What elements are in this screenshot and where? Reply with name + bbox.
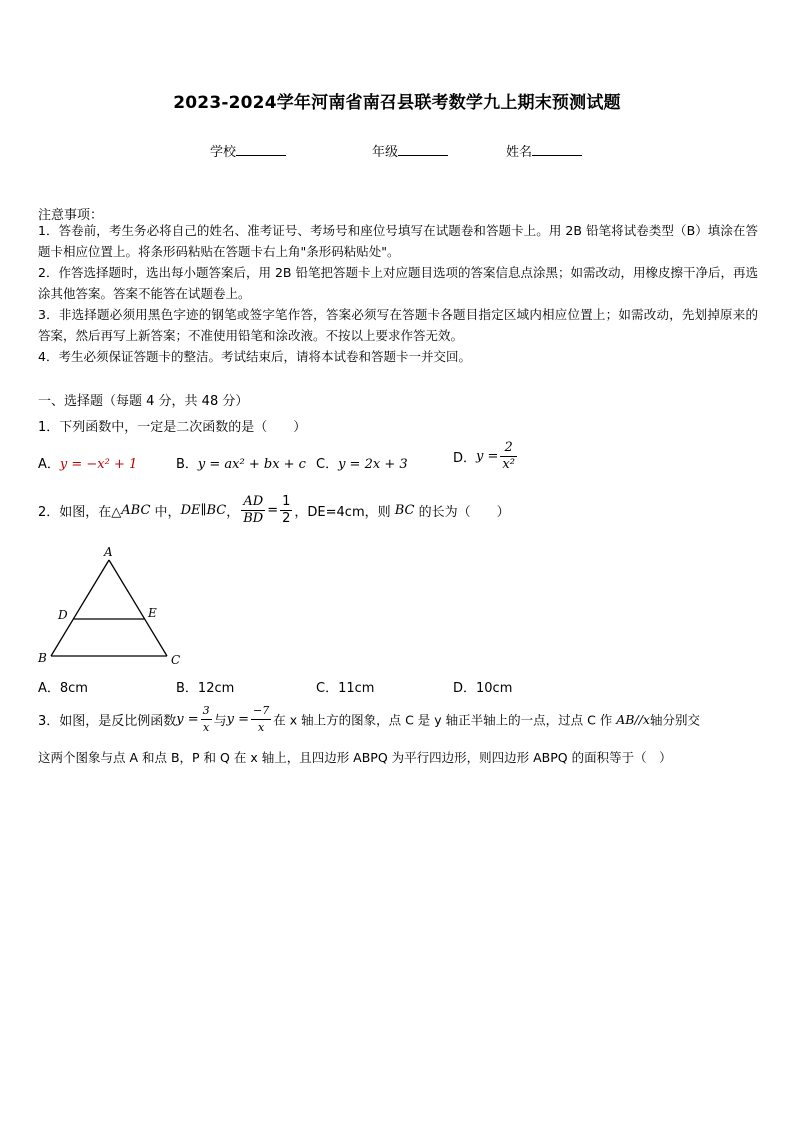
exam-title: 2023-2024学年河南省南召县联考数学九上期末预测试题 [173, 93, 621, 113]
q3-rest1b: 轴分别交 [649, 712, 700, 728]
q2-triangle-figure [34, 542, 194, 670]
q2-comma: ， [226, 505, 240, 520]
name-label: 姓名 [506, 145, 533, 160]
q2-ratio-fraction [241, 494, 265, 527]
vertex-e-label: E [148, 606, 157, 620]
vertex-b-label: B [38, 651, 47, 665]
q1-option-c-label: C． [316, 457, 339, 472]
q2-option-b[interactable]: B．12cm [176, 681, 235, 696]
q3-ab: AB//x [616, 712, 650, 727]
q3-rest1: 在 x 轴上方的图象，点 C 是 y 轴正半轴上的一点，过点 C 作 [273, 712, 617, 728]
q3-f1-den: x [203, 721, 210, 734]
q1-stem: 1．下列函数中，一定是二次函数的是（ ） [38, 420, 307, 435]
q1-option-a-expr: y = −x² + 1 [59, 457, 138, 472]
side-ac [109, 560, 167, 656]
q3-fraction-1 [201, 703, 212, 736]
q1-option-a[interactable] [38, 453, 137, 472]
school-blank [236, 143, 286, 156]
grade-field [372, 141, 448, 160]
q1-option-c-expr: y = 2x + 3 [338, 457, 408, 472]
q2-triangle-name: ABC [121, 503, 151, 518]
q3-y2: y = [226, 712, 250, 727]
q3-fraction-2 [251, 703, 271, 736]
name-field [506, 141, 582, 160]
q1-option-d-den: x² [502, 457, 515, 472]
q1-option-b[interactable] [176, 453, 306, 472]
q3-stem-line1 [38, 703, 758, 736]
note-item-4: 4．考生必须保证答题卡的整洁。考试结束后，请将本试卷和答题卡一并交回。 [38, 349, 471, 364]
note-item-1: 1．答卷前，考生务必将自己的姓名、准考证号、考场号和座位号填写在试题卷和答题卡上。用 2B 铅笔将试卷类型（B）填涂在答题卡相应位置上。将条形码粘贴在答题卡右上角"条形码粘贴处"。 [38, 223, 758, 259]
q1-option-b-label: B． [176, 457, 198, 472]
q2-bc: BC [394, 503, 415, 518]
q1-option-d-lhs: y = [476, 449, 499, 464]
q2-stem-mid: 中， [150, 505, 181, 520]
q2-stem [38, 494, 510, 527]
school-label: 学校 [210, 145, 237, 160]
q1-option-a-label: A． [38, 457, 60, 472]
q3-y1: y = [176, 712, 199, 727]
q3-f1-num: 3 [201, 703, 212, 720]
section-heading: 一、选择题（每题 4 分，共 48 分） [38, 394, 249, 409]
q2-ratio-num: AD [241, 494, 265, 511]
q3-f2-den: x [258, 721, 265, 734]
q2-option-a[interactable]: A．8cm [38, 681, 88, 696]
q2-stem-tail: 的长为（ ） [414, 505, 510, 520]
q2-ratio-den: BD [243, 511, 264, 526]
q2-half-fraction [280, 494, 292, 527]
q2-half-den: 2 [282, 511, 291, 526]
q2-stem-pre: 2．如图，在△ [38, 505, 122, 520]
grade-label: 年级 [372, 145, 399, 160]
grade-blank [398, 143, 448, 156]
q3-f2-num: −7 [251, 703, 271, 720]
name-blank [532, 143, 582, 156]
q3-mid: 与 [213, 714, 227, 729]
note-item-2: 2．作答选择题时，选出每小题答案后，用 2B 铅笔把答题卡上对应题目选项的答案信息点涂黑；如需改动，用橡皮擦干净后，再选涂其他答案。答案不能答在试题卷上。 [38, 265, 758, 301]
q1-option-d-label: D． [453, 451, 477, 466]
note-item-3: 3．非选择题必须用黑色字迹的钢笔或签字笔作答，答案必须写在答题卡各题目指定区域内相应位置上；如需改动，先划掉原来的答案，然后再写上新答案；不准使用铅笔和涂改液。不按以上要求作答无效。 [38, 307, 758, 343]
q3-stem-line2: 这两个图象与点 A 和点 B，P 和 Q 在 x 轴上，且四边形 ABPQ 为平行四边形，则四边形 ABPQ 的面积等于（ ） [38, 750, 672, 765]
q1-option-b-expr: y = ax² + bx + c [197, 457, 306, 472]
vertex-d-label: D [58, 608, 68, 622]
vertex-a-label: A [104, 545, 113, 559]
q2-half-num: 1 [282, 494, 291, 509]
q1-option-d-num: 2 [500, 440, 517, 457]
q2-option-c[interactable]: C．11cm [316, 681, 375, 696]
q2-de-length: ，DE=4cm，则 [294, 505, 395, 520]
q2-option-d[interactable]: D．10cm [453, 681, 513, 696]
vertex-c-label: C [171, 653, 181, 667]
q1-option-d[interactable] [453, 440, 519, 473]
q1-option-c[interactable] [316, 453, 408, 472]
q2-equals: = [267, 503, 279, 518]
notes-heading: 注意事项： [38, 208, 104, 223]
q3-pre: 3．如图，是反比例函数 [38, 714, 177, 729]
school-field [210, 141, 286, 160]
q1-option-d-fraction [500, 440, 517, 473]
q2-parallel: DE∥BC [180, 503, 227, 518]
